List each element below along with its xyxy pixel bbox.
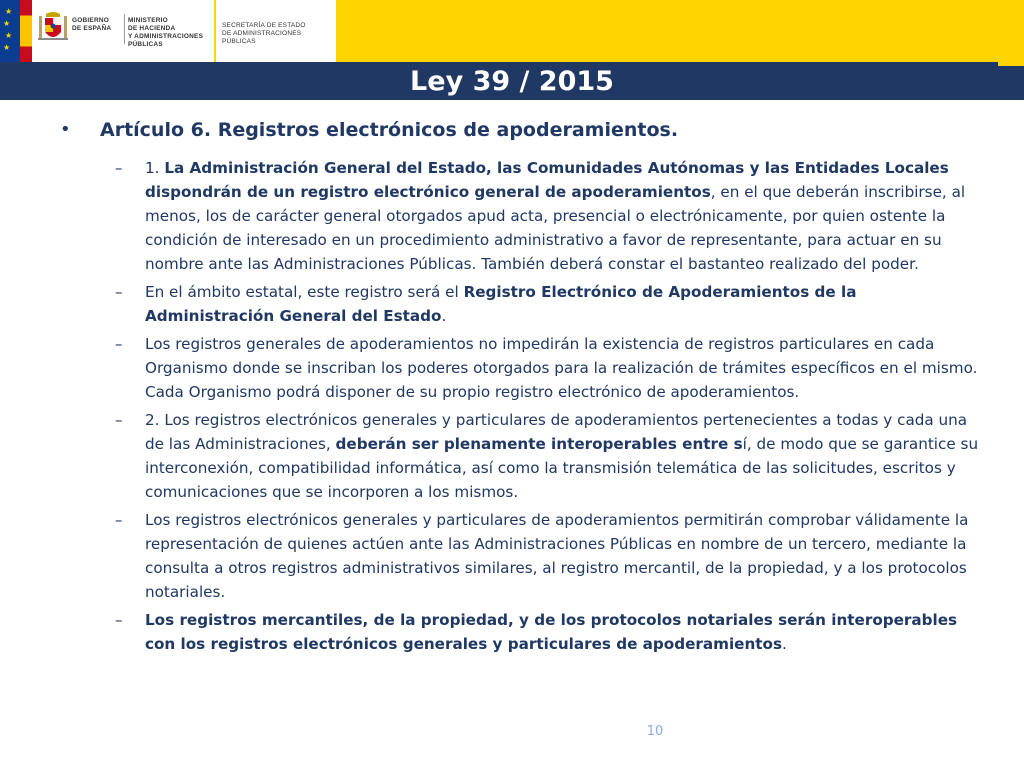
text-run: .: [441, 307, 447, 325]
text-run: í, de modo que se garantice su interconexión, compatibilidad informática, así como la transmisión telemática de las solicitudes, escritos y comunicaciones que se incorporen a los mismos.: [145, 435, 979, 501]
article-subitem: [60, 408, 980, 504]
secretaria-logo: [216, 0, 336, 62]
article-subitem: [60, 608, 980, 656]
text-run: .: [782, 635, 787, 653]
text-run: Los registros generales de apoderamientos no impedirán la existencia de registros particulares en cada Organismo donde se inscriban los poderes otorgados para la realización de trámites específicos en el mismo. Cada Organismo podrá disponer de su propio registro electrónico de apoderamientos.: [145, 335, 978, 401]
text-run: 2. Los registros electrónicos generales y particulares de apoderamientos pertenecientes a todas y cada una de las Administraciones,: [145, 411, 968, 453]
star-icon: ★: [3, 43, 11, 52]
dash-bullet-icon: –: [115, 283, 123, 301]
government-name-line: GOBIERNO: [72, 17, 109, 24]
divider: [124, 14, 125, 44]
slide-title: Ley 39 / 2015: [410, 66, 614, 97]
star-icon: ★: [3, 19, 11, 28]
article-subitem-text: [145, 280, 980, 328]
dash-bullet-icon: –: [115, 411, 123, 429]
article-subitem-text: [145, 508, 980, 604]
article-subitem-text: [145, 408, 980, 504]
title-bar: [0, 62, 1024, 100]
article-heading: Artículo 6. Registros electrónicos de apoderamientos.: [100, 119, 679, 141]
article-subitem: [60, 156, 980, 276]
government-name: [72, 17, 111, 33]
dash-bullet-icon: –: [115, 335, 123, 353]
slide-content: [60, 116, 980, 660]
page-number: 10: [646, 724, 664, 739]
article-subitem: [60, 332, 980, 404]
secretaria-name-line: DE ADMINISTRACIONES PÚBLICAS: [222, 30, 302, 45]
dash-bullet-icon: –: [115, 611, 123, 629]
article-heading-item: [60, 116, 980, 144]
ministry-name: [128, 17, 214, 49]
bold-text-run: La Administración General del Estado, las Comunidades Autónomas y las Entidades Locales dispondrán de un registro electrónico general de apoderamientos: [145, 159, 949, 201]
secretaria-name-line: SECRETARÍA DE ESTADO: [222, 22, 306, 29]
text-run: En el ámbito estatal, este registro será el: [145, 283, 464, 301]
dash-bullet-icon: –: [115, 159, 123, 177]
bold-text-run: deberán ser plenamente interoperables entre s: [335, 435, 743, 453]
government-name-line: DE ESPAÑA: [72, 25, 112, 32]
bold-text-run: Registro Electrónico de Apoderamientos de la Administración General del Estado: [145, 283, 857, 325]
text-run: , en el que deberán inscribirse, al menos, los de carácter general otorgados apud acta, presencial o electrónicamente, por quien ostente la condición de interesado en un procedimiento administrativo a favor de representante, para actuar en su nombre ante las Administraciones Públicas. También deberá constar el bastanteo realizado del poder.: [145, 183, 966, 273]
ministry-name-line: DE HACIENDA: [128, 25, 176, 32]
spanish-flag-icon: [20, 0, 32, 62]
government-logo: [20, 0, 214, 62]
eu-flag-strip: [0, 0, 20, 62]
article-subitem-text: [145, 608, 980, 656]
article-subitem-text: [145, 332, 980, 404]
decorative-tab: [998, 57, 1024, 66]
text-run: Los registros electrónicos generales y particulares de apoderamientos permitirán comprobar válidamente la representación de quienes actúen ante las Administraciones Públicas en nombre de un tercero, mediante la consulta a otros registros administrativos similares, al registro mercantil, de la propiedad, y a los protocolos notariales.: [145, 511, 969, 601]
ministry-name-line: Y ADMINISTRACIONES PÚBLICAS: [128, 33, 204, 48]
star-icon: ★: [5, 31, 13, 40]
article-subitem-text: [145, 156, 980, 276]
dash-bullet-icon: –: [115, 511, 123, 529]
secretaria-name: [222, 22, 336, 46]
ministry-name-line: MINISTERIO: [128, 17, 168, 24]
bold-text-run: Los registros mercantiles, de la propiedad, y de los protocolos notariales serán interoperables con los registros electrónicos generales y particulares de apoderamientos: [145, 611, 958, 653]
article-subitem: [60, 508, 980, 604]
bullet-icon: •: [60, 119, 71, 140]
article-subitem: [60, 280, 980, 328]
article-items: [60, 156, 980, 656]
text-run: 1.: [145, 159, 165, 177]
coat-of-arms-icon: [36, 10, 70, 46]
star-icon: ★: [5, 7, 13, 16]
header-band: [0, 0, 1024, 62]
